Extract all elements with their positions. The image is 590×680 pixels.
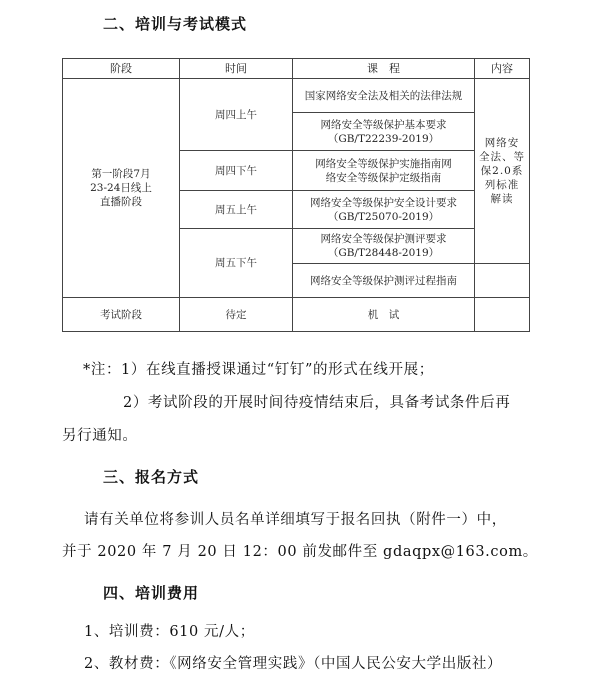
- content-line3: 保2.0系: [480, 165, 524, 177]
- stage1-line3: 直播阶段: [100, 196, 142, 208]
- header-content: 内容: [475, 59, 530, 79]
- section3-line1: 请有关单位将参训人员名单详细填写于报名回执（附件一）中，: [84, 512, 507, 528]
- course4-line2: （GB/T25070-2019）: [327, 210, 440, 223]
- content-line2: 全法、等: [479, 151, 525, 163]
- stage1-cell: [63, 79, 180, 298]
- course6-cell: 网络安全等级保护测评过程指南: [293, 264, 475, 298]
- course2-cell: [293, 113, 475, 151]
- course2-line2: （GB/T22239-2019）: [327, 132, 440, 145]
- content-empty-cell: [475, 264, 530, 298]
- note-2a: 2）考试阶段的开展时间待疫情结束后，具备考试条件后再: [123, 395, 511, 411]
- fri-am-cell: 周五上午: [180, 191, 293, 229]
- course3-line2: 络安全等级保护定级指南: [325, 171, 442, 184]
- header-stage: 阶段: [63, 59, 180, 79]
- content-cell: [475, 79, 530, 264]
- course5-line2: （GB/T28448-2019）: [327, 247, 440, 259]
- content-line5: 解读: [490, 193, 514, 205]
- note-2b: 另行通知。: [62, 428, 138, 444]
- exam-course-cell: 机 试: [293, 298, 475, 332]
- table-row: [63, 79, 530, 113]
- thu-am-cell: 周四上午: [180, 79, 293, 151]
- course3-cell: [293, 151, 475, 191]
- exam-content-cell: [475, 298, 530, 332]
- header-course: 课 程: [293, 59, 475, 79]
- schedule-table: [62, 58, 530, 332]
- exam-time-cell: 待定: [180, 298, 293, 332]
- stage1-line1: 第一阶段7月: [91, 168, 151, 180]
- table-row: [63, 298, 530, 332]
- course5-line1: 网络安全等级保护测评要求: [320, 233, 447, 245]
- course5-cell: [293, 229, 475, 264]
- exam-stage-cell: 考试阶段: [63, 298, 180, 332]
- content-line1: 网络安: [484, 137, 520, 149]
- content-line4: 列标准: [484, 179, 520, 191]
- header-time: 时间: [180, 59, 293, 79]
- section3-line2: 并于 2020 年 7 月 20 日 12：00 前发邮件至 gdaqpx@163.com。: [62, 544, 538, 560]
- section2-title: 二、培训与考试模式: [103, 15, 248, 33]
- thu-pm-cell: 周四下午: [180, 151, 293, 191]
- course3-line1: 网络安全等级保护实施指南网: [315, 157, 452, 170]
- fri-pm-cell: 周五下午: [180, 229, 293, 298]
- table-header-row: [63, 59, 530, 79]
- course4-cell: [293, 191, 475, 229]
- course1-cell: 国家网络安全法及相关的法律法规: [293, 79, 475, 113]
- section4-item1: 1、培训费：610 元/人；: [84, 624, 255, 640]
- course2-line1: 网络安全等级保护基本要求: [320, 118, 447, 131]
- course4-line1: 网络安全等级保护安全设计要求: [310, 196, 457, 209]
- section3-title: 三、报名方式: [103, 468, 200, 486]
- section4-item2: 2、教材费：《网络安全管理实践》（中国人民公安大学出版社）: [84, 656, 503, 672]
- stage1-line2: 23-24日线上: [90, 182, 152, 194]
- note-1: *注：1）在线直播授课通过“钉钉”的形式在线开展；: [83, 362, 434, 378]
- section4-title: 四、培训费用: [103, 584, 200, 602]
